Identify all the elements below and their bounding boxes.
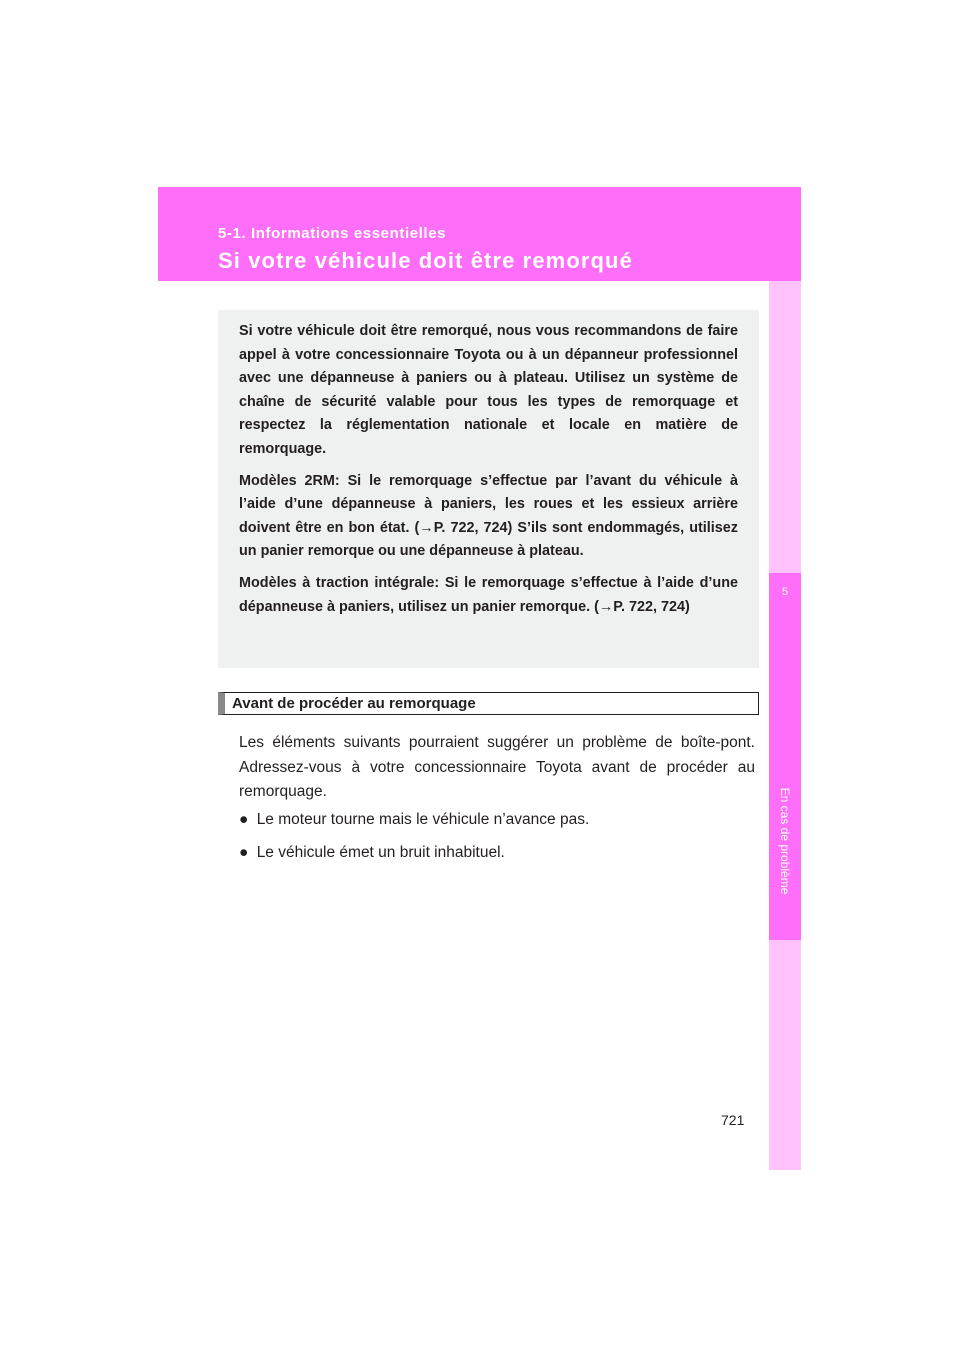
- bullet-icon: ●: [239, 844, 249, 861]
- page-number: 721: [721, 1112, 745, 1128]
- section-intro: Les éléments suivants pourraient suggérer un problème de boîte-pont. Adressez-vous à votre concessionnaire Toyota avant de procéder au remorquage.: [239, 734, 755, 800]
- list-item-text: Le véhicule émet un bruit inhabituel.: [256, 844, 505, 861]
- list-item-text: Le moteur tourne mais le véhicule n’avance pas.: [256, 811, 590, 828]
- chapter-number: 5: [781, 586, 789, 598]
- info-paragraph: Modèles 2RM: Si le remorquage s’effectue par l’avant du véhicule à l’aide d’une dépanneuse à paniers, les roues et les essieux arrière doivent être en bon état. (→P. 722, 724) S’ils sont endommagés, utilisez un panier remorque ou une dépanneuse à plateau.: [239, 472, 738, 560]
- page-title: Si votre véhicule doit être remorqué: [218, 248, 633, 273]
- list-item: [239, 808, 589, 832]
- section-heading: Avant de procéder au remorquage: [218, 692, 759, 715]
- info-paragraph: Si votre véhicule doit être remorqué, nous vous recommandons de faire appel à votre concessionnaire Toyota ou à un dépanneur professionnel avec une dépanneuse à paniers ou à plateau. Utilisez un système de chaîne de sécurité valable pour tous les types de remorquage et respectez la réglementation nationale et locale en matière de remorquage.: [239, 323, 738, 457]
- info-paragraph: Modèles à traction intégrale: Si le remorquage s’effectue à l’aide d’une dépanneuse à paniers, utilisez un panier remorque. (→P. 722, 724): [239, 574, 738, 615]
- bullet-icon: ●: [239, 811, 249, 828]
- section-number: 5-1. Informations essentielles: [218, 225, 447, 242]
- chapter-label: En cas de problème: [778, 787, 792, 895]
- page-header: [158, 187, 801, 281]
- chapter-tab[interactable]: [769, 573, 801, 940]
- list-item: [239, 841, 505, 865]
- info-box: [218, 310, 759, 668]
